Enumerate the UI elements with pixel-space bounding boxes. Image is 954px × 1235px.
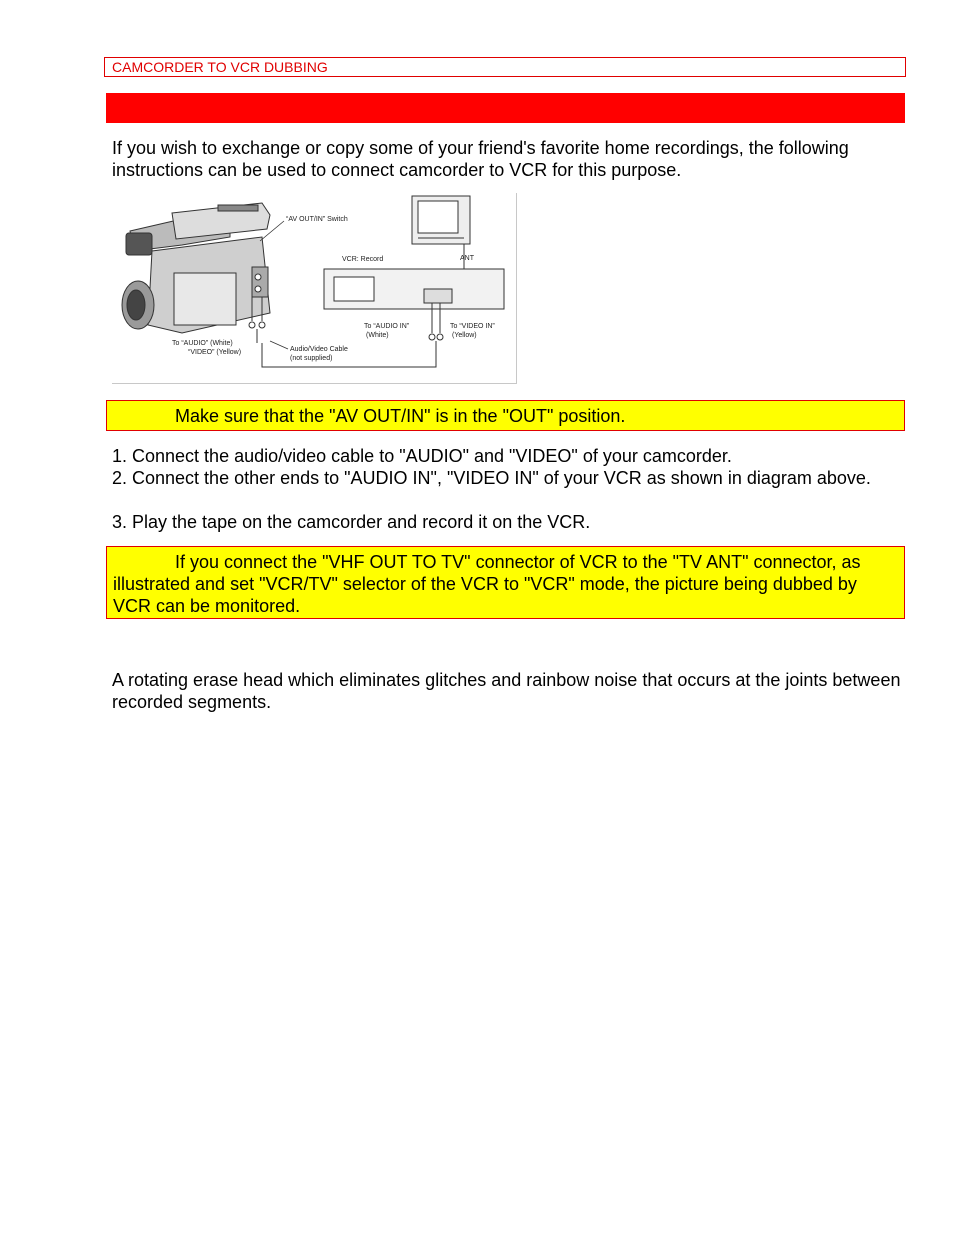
label-ant: ANT [460,255,474,262]
intro-paragraph: If you wish to exchange or copy some of your friend's favorite home recordings, the following instructions can be used to connect camcorder to VCR for this purpose. [112,138,849,180]
label-audio-in-color: (White) [366,332,389,339]
label-vcr-record: VCR: Record [342,256,384,263]
label-video-out: “VIDEO” (Yellow) [188,349,242,356]
tv-illustration [412,196,470,244]
note-av-switch-text: Make sure that the "AV OUT/IN" is in the "OUT" position. [175,406,626,426]
section-header-title: CAMCORDER TO VCR DUBBING [112,59,328,75]
label-audio-out: To “AUDIO” (White) [172,340,233,347]
label-cable-note: (not supplied) [290,355,333,362]
note-monitoring-text: If you connect the "VHF OUT TO TV" connector of VCR to the "TV ANT" connector, as illustrated and set "VCR/TV" selector of the VCR to "VCR" mode, the picture being dubbed by VCR can be monitored. [113,552,861,616]
vcr-illustration [324,269,504,309]
camcorder-illustration [122,203,270,333]
label-av-switch: “AV OUT/IN” Switch [286,216,348,223]
step-3: 3. Play the tape on the camcorder and record it on the VCR. [112,512,591,532]
note-av-switch [106,400,905,431]
label-cable: Audio/Video Cable [290,346,348,353]
dubbing-diagram [112,193,517,384]
diagram-illustration [112,193,516,383]
section-header [104,57,906,77]
step-2: 2. Connect the other ends to "AUDIO IN", "VIDEO IN" of your VCR as shown in diagram above. [112,468,871,488]
label-audio-in: To “AUDIO IN” [364,323,410,330]
label-video-in-color: (Yellow) [452,332,477,339]
erase-head-paragraph: A rotating erase head which eliminates glitches and rainbow noise that occurs at the joints between recorded segments. [112,670,901,712]
label-video-in: To “VIDEO IN” [450,323,495,330]
step-1: 1. Connect the audio/video cable to "AUDIO" and "VIDEO" of your camcorder. [112,446,732,466]
note-monitoring [106,546,905,619]
title-bar [106,93,905,123]
